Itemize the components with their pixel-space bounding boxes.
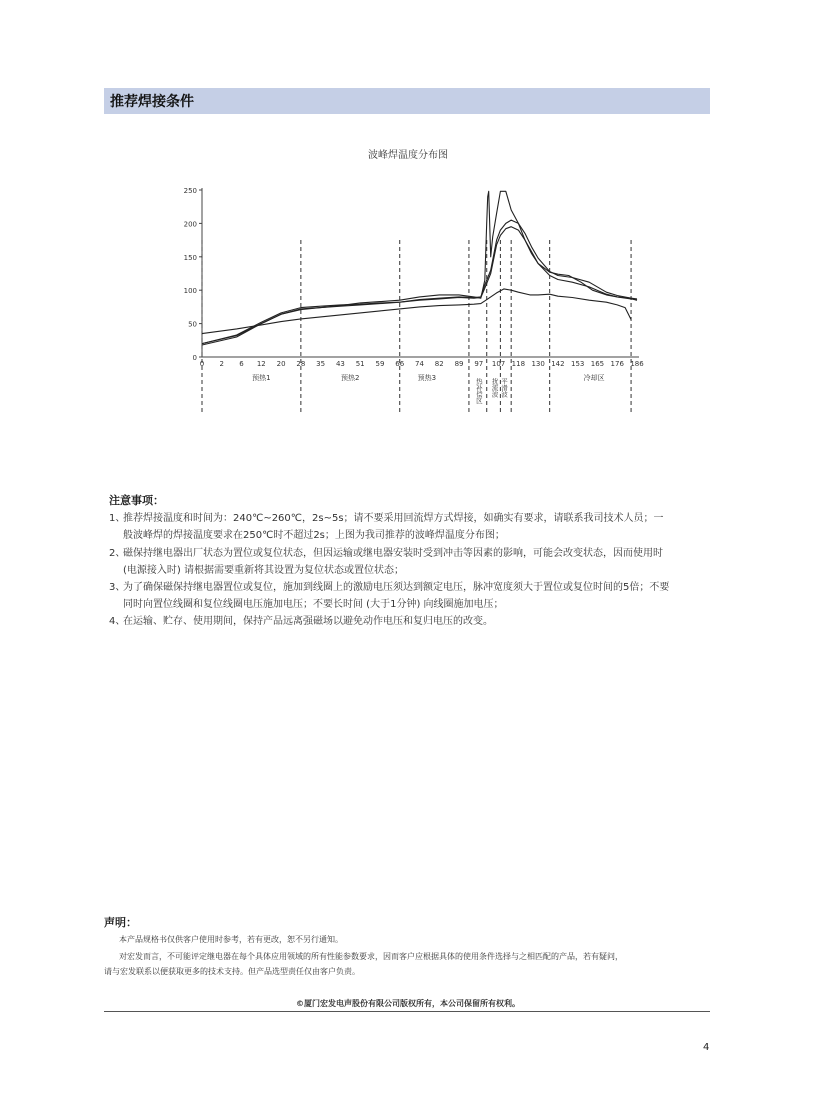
- x-tick-label: 20: [276, 360, 286, 368]
- x-tick-label: 89: [454, 360, 464, 368]
- zone-label: 冷却区: [583, 374, 605, 382]
- note-item-3: [109, 579, 721, 613]
- note-number: 1、: [109, 513, 126, 524]
- y-tick-label: 50: [188, 320, 197, 329]
- zone-label: 扰流波: [490, 378, 499, 398]
- series-line-1: [202, 191, 637, 345]
- note-item-1: [109, 510, 721, 544]
- note-line: 磁保持继电器出厂状态为置位或复位状态，但因运输或继电器安装时受到冲击等因素的影响，可能会改变状态，因而使用时: [123, 548, 663, 559]
- note-line: 为了确保磁保持继电器置位或复位，施加到线圈上的激励电压须达到额定电压，脉冲宽度须大于置位或复位时间的5倍；不要: [123, 582, 670, 593]
- section-title: 推荐焊接条件: [110, 94, 194, 110]
- note-line: 般波峰焊的焊接温度要求在250℃时不超过2s；上图为我司推荐的波峰焊温度分布图；: [123, 530, 505, 541]
- x-tick-label: 130: [531, 360, 545, 368]
- series-line-3: [202, 227, 637, 344]
- zone-label: 预热2: [341, 374, 360, 382]
- x-tick-label: 176: [610, 360, 624, 368]
- y-tick-label: 0: [192, 354, 197, 362]
- x-tick-label: 74: [415, 360, 424, 368]
- zone-label: 预热3: [417, 374, 437, 382]
- x-tick-label: 43: [335, 360, 345, 368]
- x-tick-label: 12: [256, 360, 266, 368]
- note-line: (电源接入时) 请根据需要重新将其设置为复位状态或置位状态；: [123, 565, 404, 576]
- x-tick-label: 153: [570, 360, 585, 368]
- note-line: 同时向置位线圈和复位线圈电压施加电压；不要长时间 (大于1分钟) 向线圈施加电压；: [123, 599, 504, 610]
- series-line-4: [202, 289, 631, 334]
- x-tick-label: 28: [296, 360, 306, 368]
- x-tick-label: 118: [511, 360, 526, 368]
- declaration-heading: 声明：: [104, 916, 137, 929]
- page-number: 4: [703, 1042, 710, 1053]
- notes-heading: 注意事项：: [109, 494, 164, 507]
- x-tick-label: 66: [395, 360, 405, 368]
- x-tick-label: 107: [491, 360, 506, 368]
- x-tick-label: 82: [434, 360, 444, 368]
- x-tick-label: 51: [355, 360, 365, 368]
- note-number: 3、: [109, 582, 126, 593]
- chart-title: 波峰焊温度分布图: [368, 150, 448, 161]
- footer-divider: [104, 1011, 710, 1012]
- declaration-line-2: 对宏发而言，不可能评定继电器在每个具体应用领域的所有性能参数要求，因而客户应根据具体的使用条件选择与之相匹配的产品，若有疑问，: [119, 952, 623, 961]
- y-tick-label: 100: [183, 287, 197, 296]
- x-tick-label: 165: [590, 360, 605, 368]
- wave-soldering-chart: [170, 180, 650, 420]
- declaration-line-1: 本产品规格书仅供客户使用时参考，若有更改，恕不另行通知。: [119, 935, 343, 944]
- x-tick-label: 59: [375, 360, 385, 368]
- zone-label: 热补偿区: [474, 378, 483, 404]
- zone-label: 预热1: [252, 374, 271, 382]
- note-line: 在运输、贮存、使用期间，保持产品远离强磁场以避免动作电压和复归电压的改变。: [123, 616, 493, 627]
- y-tick-label: 250: [183, 187, 197, 195]
- x-tick-label: 142: [551, 360, 565, 368]
- zone-label: 平滑波: [499, 378, 508, 398]
- y-tick-label: 150: [183, 253, 197, 262]
- note-item-2: [109, 545, 721, 579]
- copyright-notice: ©厦门宏发电声股份有限公司版权所有，本公司保留所有权利。: [296, 999, 520, 1008]
- x-tick-label: 35: [316, 360, 326, 368]
- note-number: 2、: [109, 548, 126, 559]
- note-item-4: [109, 613, 721, 630]
- section-header-bar: [104, 88, 710, 114]
- note-line: 推荐焊接温度和时间为：240℃~260℃，2s~5s；请不要采用回流焊方式焊接，如确实有要求，请联系我司技术人员；一: [123, 513, 664, 524]
- y-tick-label: 200: [183, 220, 197, 229]
- x-tick-label: 0: [199, 360, 205, 368]
- x-tick-label: 186: [630, 360, 644, 368]
- note-number: 4、: [109, 616, 126, 627]
- x-tick-label: 6: [239, 360, 244, 368]
- declaration-line-3: 请与宏发联系以便获取更多的技术支持。但产品选型责任仅由客户负责。: [104, 967, 360, 976]
- x-tick-label: 2: [219, 360, 225, 368]
- x-tick-label: 97: [474, 360, 484, 368]
